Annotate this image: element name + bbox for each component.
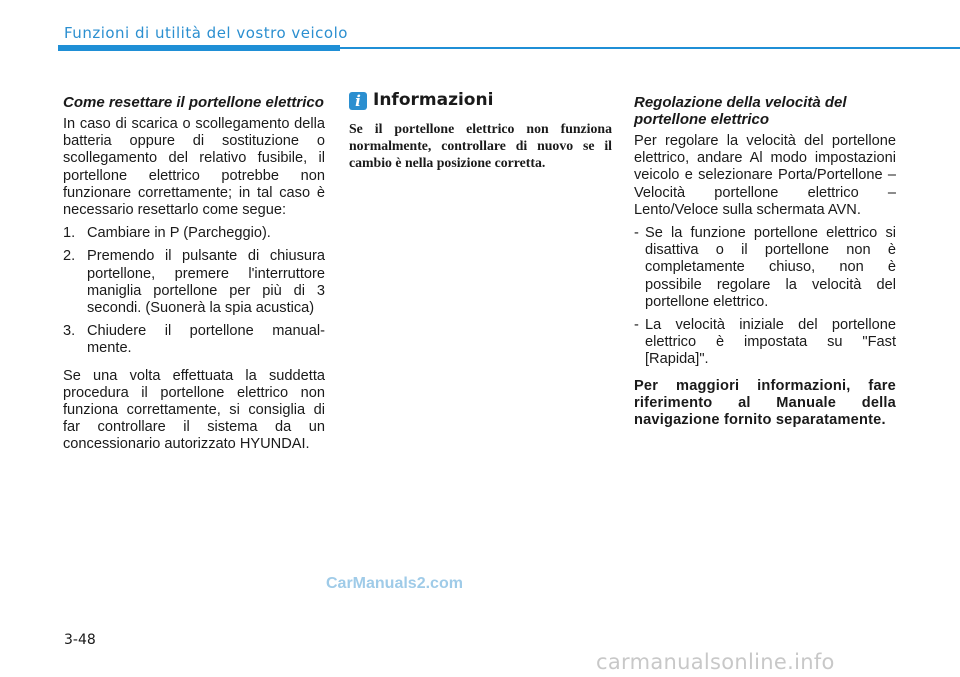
- info-text: Se il portellone elettrico non funziona normalmente, controllare di nuovo se il cambio è nella posizione corretta.: [349, 121, 612, 170]
- speed-heading: Regolazione della velocità del portellone elettrico: [634, 94, 847, 128]
- dash-marker: -: [634, 225, 639, 242]
- reset-intro: In caso di scarica o scollegamento della batteria oppure di sostituzione o scollegamento del relativo fusibile, il portellone elettrico potrebbe non funzionare correttamente; in tal caso è necessario resettarlo come segue:: [63, 116, 325, 219]
- dash-marker: -: [634, 317, 639, 334]
- list-item: [63, 323, 325, 357]
- column-reset: [63, 94, 325, 454]
- page-number: 3-48: [64, 632, 96, 648]
- info-icon: i: [349, 92, 367, 110]
- list-item: [63, 248, 325, 317]
- info-title: Informazioni: [373, 90, 494, 111]
- column-speed: [634, 94, 896, 429]
- step-number: 1.: [63, 225, 76, 242]
- list-item: [63, 225, 325, 242]
- header-bar: [58, 45, 340, 51]
- step-number: 2.: [63, 248, 76, 265]
- note-text: La velocità iniziale del portellone elettrico è impostata su "Fast [Rapida]".: [645, 317, 896, 368]
- speed-intro: Per regolare la velocità del portellone elettrico, andare Al modo impostazioni veicolo e selezionare Porta/Portellone – Velocità portellone elettrico – Lento/Veloce sulla schermata AVN.: [634, 133, 896, 218]
- info-header: [349, 92, 612, 110]
- step-text: Chiudere il portellone manual-mente.: [87, 323, 325, 357]
- step-number: 3.: [63, 323, 76, 340]
- note-text: Se la funzione portellone elettrico si disattiva o il portellone non è completamente chiuso, non è possibile regolare la velocità del portellone elettrico.: [645, 225, 896, 310]
- reset-outro: Se una volta effettuata la suddetta procedura il portellone elettrico non funziona correttamente, si consiglia di far controllare il sistema da un concessionario autorizzato HYUNDAI.: [63, 367, 325, 453]
- footer-watermark: carmanualsonline.info: [596, 650, 835, 674]
- list-item: [634, 317, 896, 369]
- header-rule: [340, 47, 960, 49]
- step-text: Cambiare in P (Parcheggio).: [87, 225, 271, 242]
- section-title: Funzioni di utilità del vostro veicolo: [64, 24, 348, 42]
- reset-heading: Come resettare il portellone elettrico: [63, 94, 324, 111]
- navigation-note: Per maggiori informazioni, fare riferimento al Manuale della navigazione fornito separatamente.: [634, 377, 896, 429]
- step-text: Premendo il pulsante di chiusura portellone, premere l'interruttore maniglia portellone per più di 3 secondi. (Suonerà la spia acustica): [87, 248, 325, 317]
- reset-steps: [63, 225, 325, 357]
- list-item: [634, 225, 896, 311]
- column-info: [349, 90, 612, 171]
- watermark-link[interactable]: CarManuals2.com: [326, 575, 463, 592]
